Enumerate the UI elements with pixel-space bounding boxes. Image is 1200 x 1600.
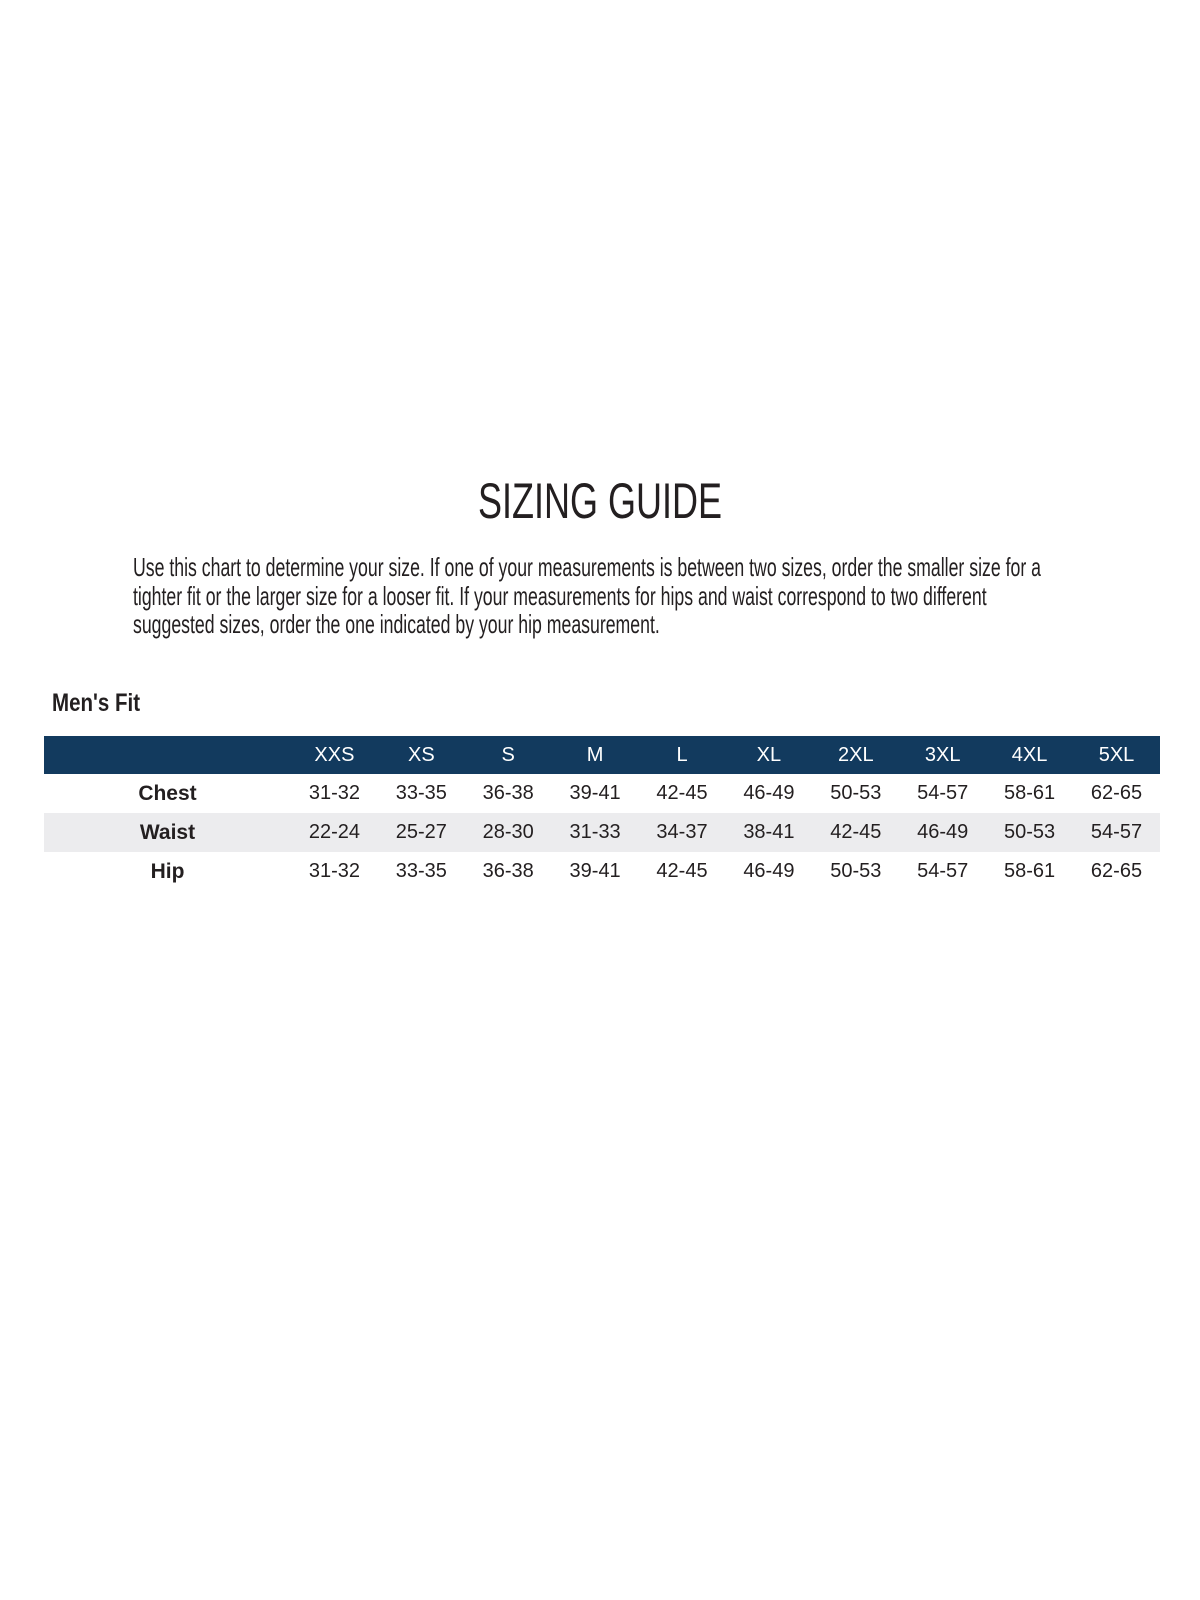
size-column-header-m: M	[586, 743, 604, 766]
size-column-header-5xl: 5XL	[1098, 743, 1135, 766]
size-cell-waist: 46-49	[917, 821, 969, 843]
size-cell-waist: 22-24	[308, 821, 361, 843]
size-table-head	[44, 736, 1160, 774]
size-cell-chest: 31-32	[308, 782, 361, 804]
size-cell-hip: 58-61	[1003, 860, 1056, 882]
row-label-waist: Waist	[139, 820, 196, 844]
size-cell-hip: 46-49	[743, 860, 795, 882]
size-cell-chest: 33-35	[395, 782, 447, 804]
size-cell-waist: 34-37	[656, 821, 708, 843]
intro-paragraph: Use this chart to determine your size. If one of your measurements is between two sizes, order the smaller size for a tighter fit or the larger size for a looser fit. If your measurements for hips and waist correspond to two different suggested sizes, order the one indicated by your hip measurement.	[133, 552, 1041, 639]
row-label-hip: Hip	[150, 859, 185, 883]
size-cell-hip: 33-35	[395, 860, 447, 882]
size-column-header-s: S	[501, 743, 515, 766]
size-cell-chest: 58-61	[1003, 782, 1056, 804]
size-table-header-row	[44, 736, 1160, 774]
size-table	[44, 736, 1160, 891]
size-cell-waist: 38-41	[743, 821, 795, 843]
size-cell-chest: 62-65	[1090, 782, 1143, 804]
row-label-chest: Chest	[138, 781, 197, 805]
size-cell-hip: 42-45	[656, 860, 708, 882]
size-column-header-xs: XS	[407, 743, 435, 766]
size-column-header-2xl: 2XL	[837, 743, 874, 766]
size-table-corner-cell	[44, 736, 291, 774]
page-title: SIZING GUIDE	[477, 473, 723, 529]
size-cell-chest: 36-38	[482, 782, 534, 804]
size-cell-hip: 36-38	[482, 860, 534, 882]
size-column-header-3xl: 3XL	[924, 743, 961, 766]
size-cell-chest: 42-45	[656, 782, 708, 804]
size-cell-hip: 50-53	[830, 860, 882, 882]
size-cell-hip: 39-41	[569, 860, 621, 882]
size-cell-waist: 54-57	[1090, 821, 1143, 843]
size-table-body	[44, 774, 1160, 891]
section-heading-mens-fit: Men's Fit	[52, 689, 141, 717]
size-column-header-xxs: XXS	[314, 743, 355, 766]
size-cell-waist: 25-27	[395, 821, 447, 843]
size-cell-hip: 54-57	[917, 860, 969, 882]
size-cell-chest: 54-57	[917, 782, 969, 804]
size-column-header-4xl: 4XL	[1011, 743, 1048, 766]
size-table-row-hip	[44, 852, 1160, 891]
size-table-row-chest	[44, 774, 1160, 813]
size-table-row-waist	[44, 813, 1160, 852]
size-column-header-l: L	[676, 743, 688, 766]
size-cell-waist: 50-53	[1003, 821, 1056, 843]
size-cell-hip: 62-65	[1090, 860, 1143, 882]
size-cell-hip: 31-32	[308, 860, 361, 882]
size-column-header-xl: XL	[756, 743, 782, 766]
size-cell-chest: 46-49	[743, 782, 795, 804]
size-cell-chest: 50-53	[830, 782, 882, 804]
size-cell-waist: 42-45	[830, 821, 882, 843]
size-cell-chest: 39-41	[569, 782, 621, 804]
size-cell-waist: 31-33	[569, 821, 621, 843]
size-cell-waist: 28-30	[482, 821, 534, 843]
